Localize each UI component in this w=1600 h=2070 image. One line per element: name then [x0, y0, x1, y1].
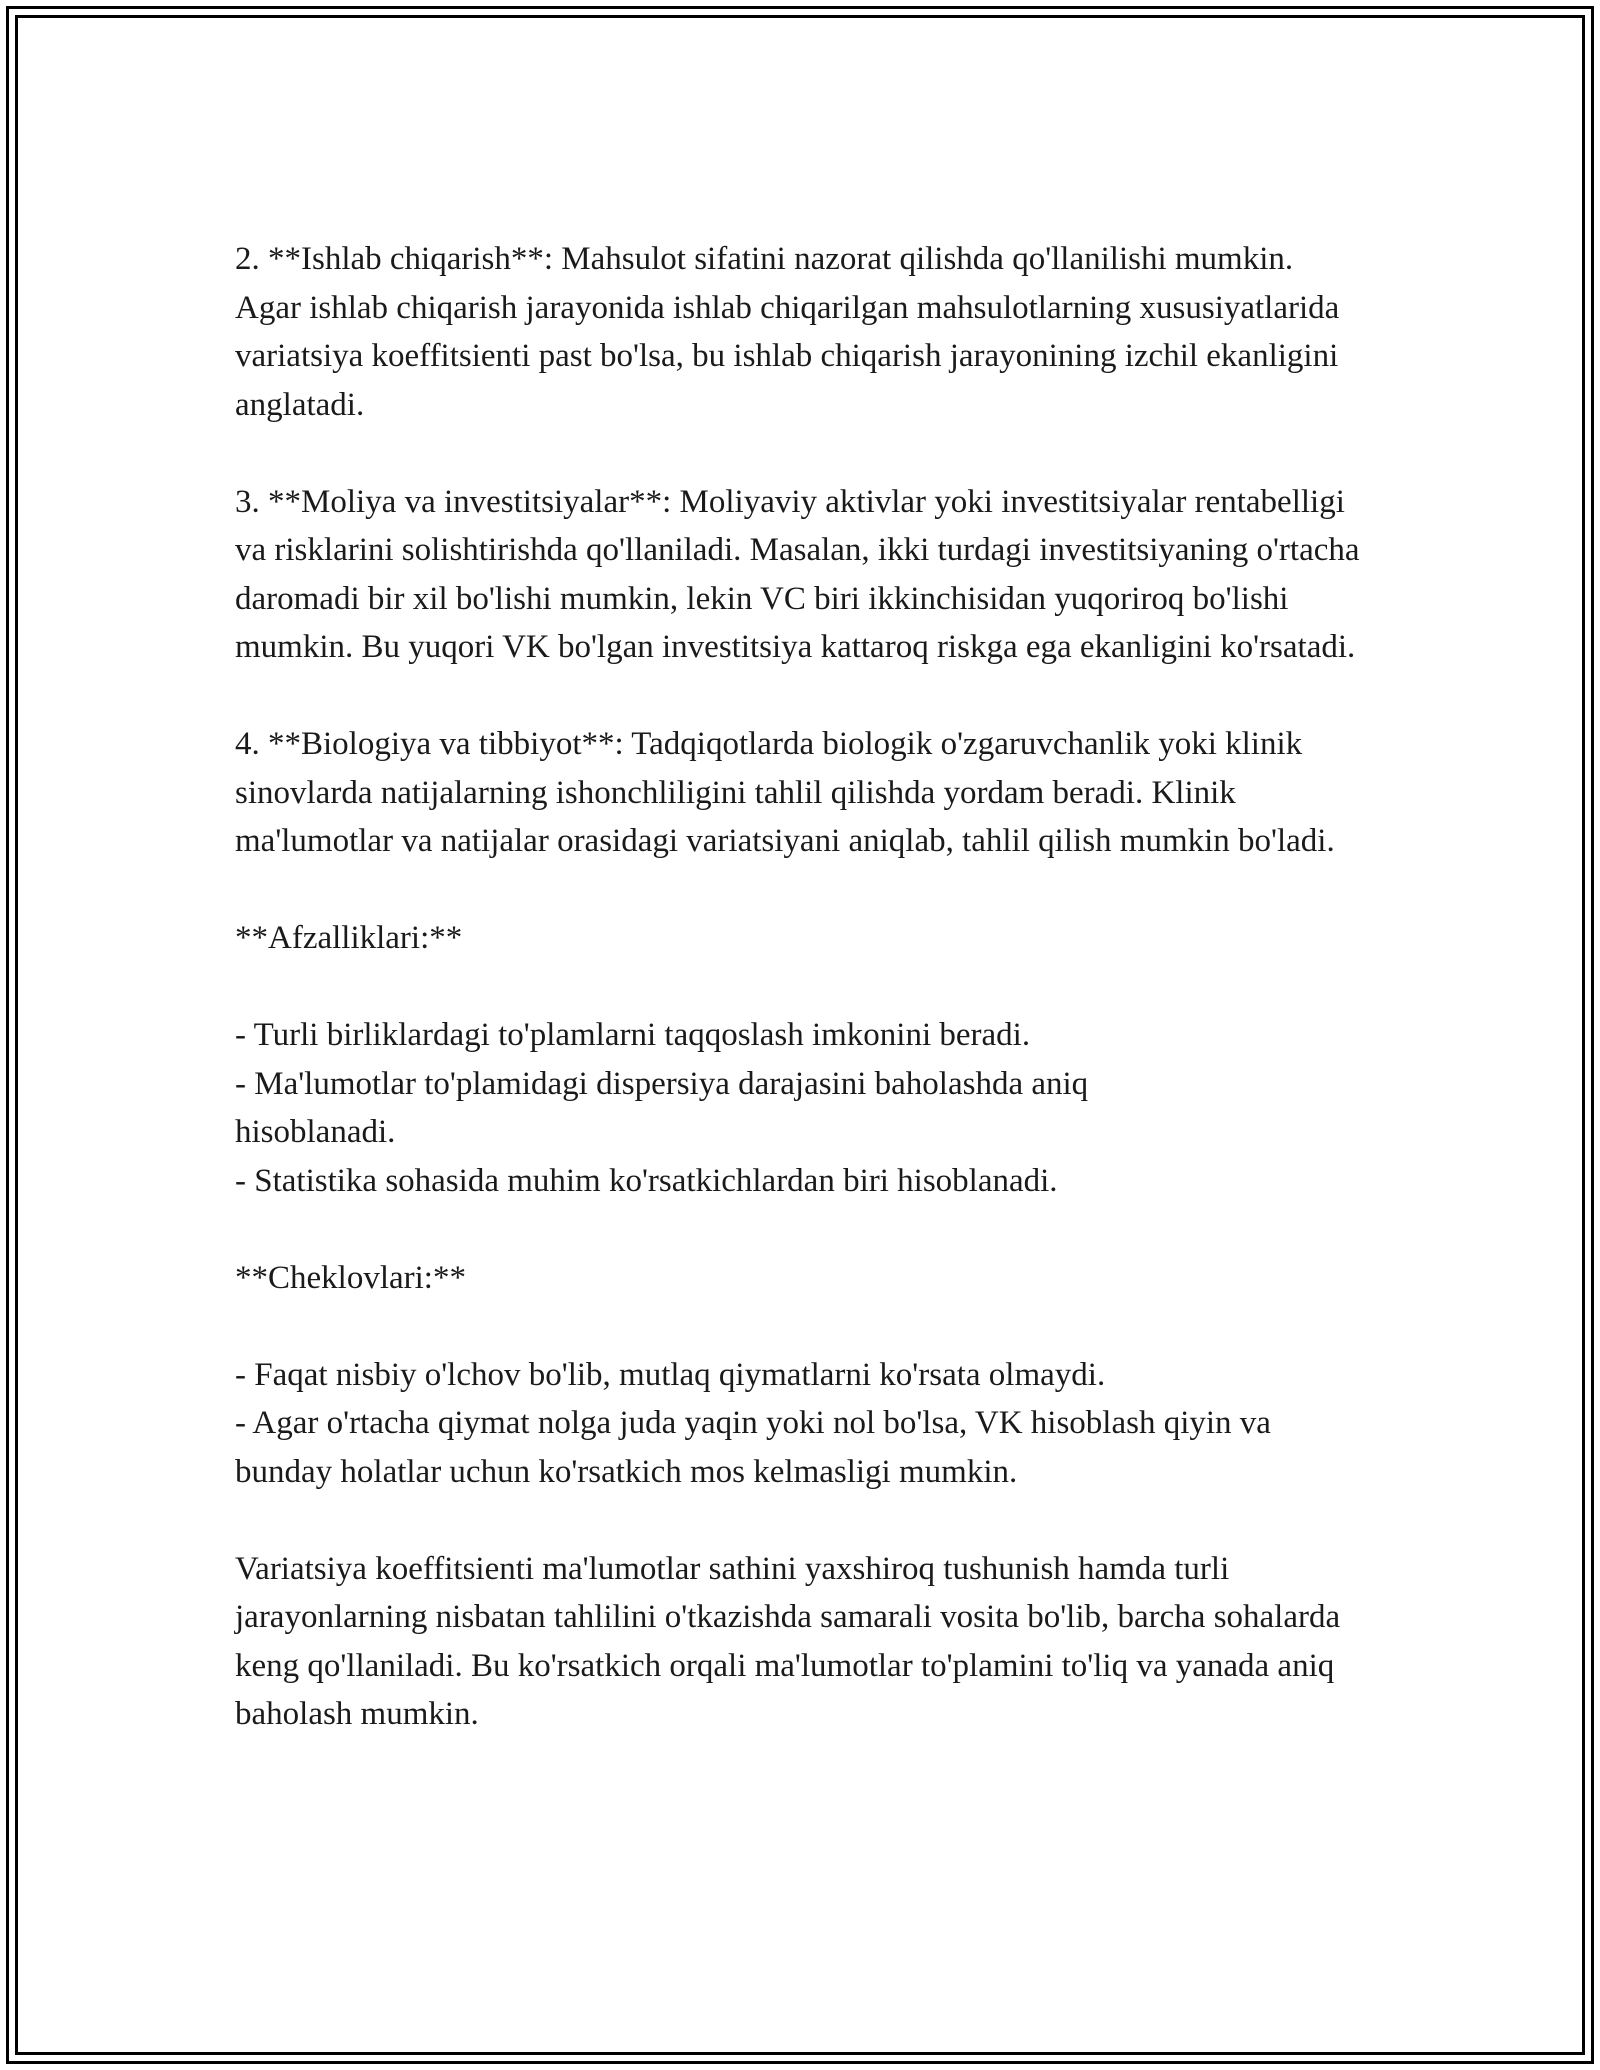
advantages-heading: **Afzalliklari:**: [235, 920, 463, 956]
list-item: - Ma'lumotlar to'plamidagi dispersiya darajasini baholashda aniq hisoblanadi.: [235, 1065, 1089, 1150]
limitations-heading: **Cheklovlari:**: [235, 1259, 466, 1296]
document-body: [235, 235, 1365, 1787]
list-item: - Agar o'rtacha qiymat nolga juda yaqin yoki nol bo'lsa, VK hisoblash qiyin va bunday holatlar uchun ko'rsatkich mos kelmasligi mumkin.: [235, 1405, 1271, 1490]
list-item: - Turli birliklardagi to'plamlarni taqqoslash imkonini beradi.: [235, 1017, 1031, 1053]
limitations-list: [235, 1351, 1365, 1497]
paragraph-manufacturing: 2. **Ishlab chiqarish**: Mahsulot sifatini nazorat qilishda qo'llanilishi mumkin. Agar ishlab chiqarish jarayonida ishlab chiqarilgan mahsulotlarning xususiyatlarida variatsiya koeffitsienti past bo'lsa, bu ishlab chiqarish jarayonining izchil ekanligini anglatadi.: [235, 241, 1340, 423]
list-item: - Statistika sohasida muhim ko'rsatkichlardan biri hisoblanadi.: [235, 1162, 1058, 1199]
paragraph-finance: 3. **Moliya va investitsiyalar**: Moliyaviy aktivlar yoki investitsiyalar rentabelligi va risklarini solishtirishda qo'llaniladi. Masalan, ikki turdagi investitsiyaning o'rtacha daromadi bir xil bo'lishi mumkin, lekin VC biri ikkinchisidan yuqoriroq bo'lishi mumkin. Bu yuqori VK bo'lgan investitsiya kattaroq riskga ega ekanligini ko'rsatadi.: [235, 483, 1360, 665]
list-item: - Faqat nisbiy o'lchov bo'lib, mutlaq qiymatlarni ko'rsata olmaydi.: [235, 1356, 1106, 1393]
advantages-list: [235, 1011, 1365, 1205]
paragraph-conclusion: Variatsiya koeffitsienti ma'lumotlar sathini yaxshiroq tushunish hamda turli jarayonlarning nisbatan tahlilini o'tkazishda samarali vosita bo'lib, barcha sohalarda keng qo'llaniladi. Bu ko'rsatkich orqali ma'lumotlar to'plamini to'liq va yanada aniq baholash mumkin.: [235, 1550, 1341, 1732]
paragraph-biology: 4. **Biologiya va tibbiyot**: Tadqiqotlarda biologik o'zgaruvchanlik yoki klinik sinovlarda natijalarning ishonchliligini tahlil qilishda yordam beradi. Klinik ma'lumotlar va natijalar orasidagi variatsiyani aniqlab, tahlil qilish mumkin bo'ladi.: [235, 726, 1335, 859]
